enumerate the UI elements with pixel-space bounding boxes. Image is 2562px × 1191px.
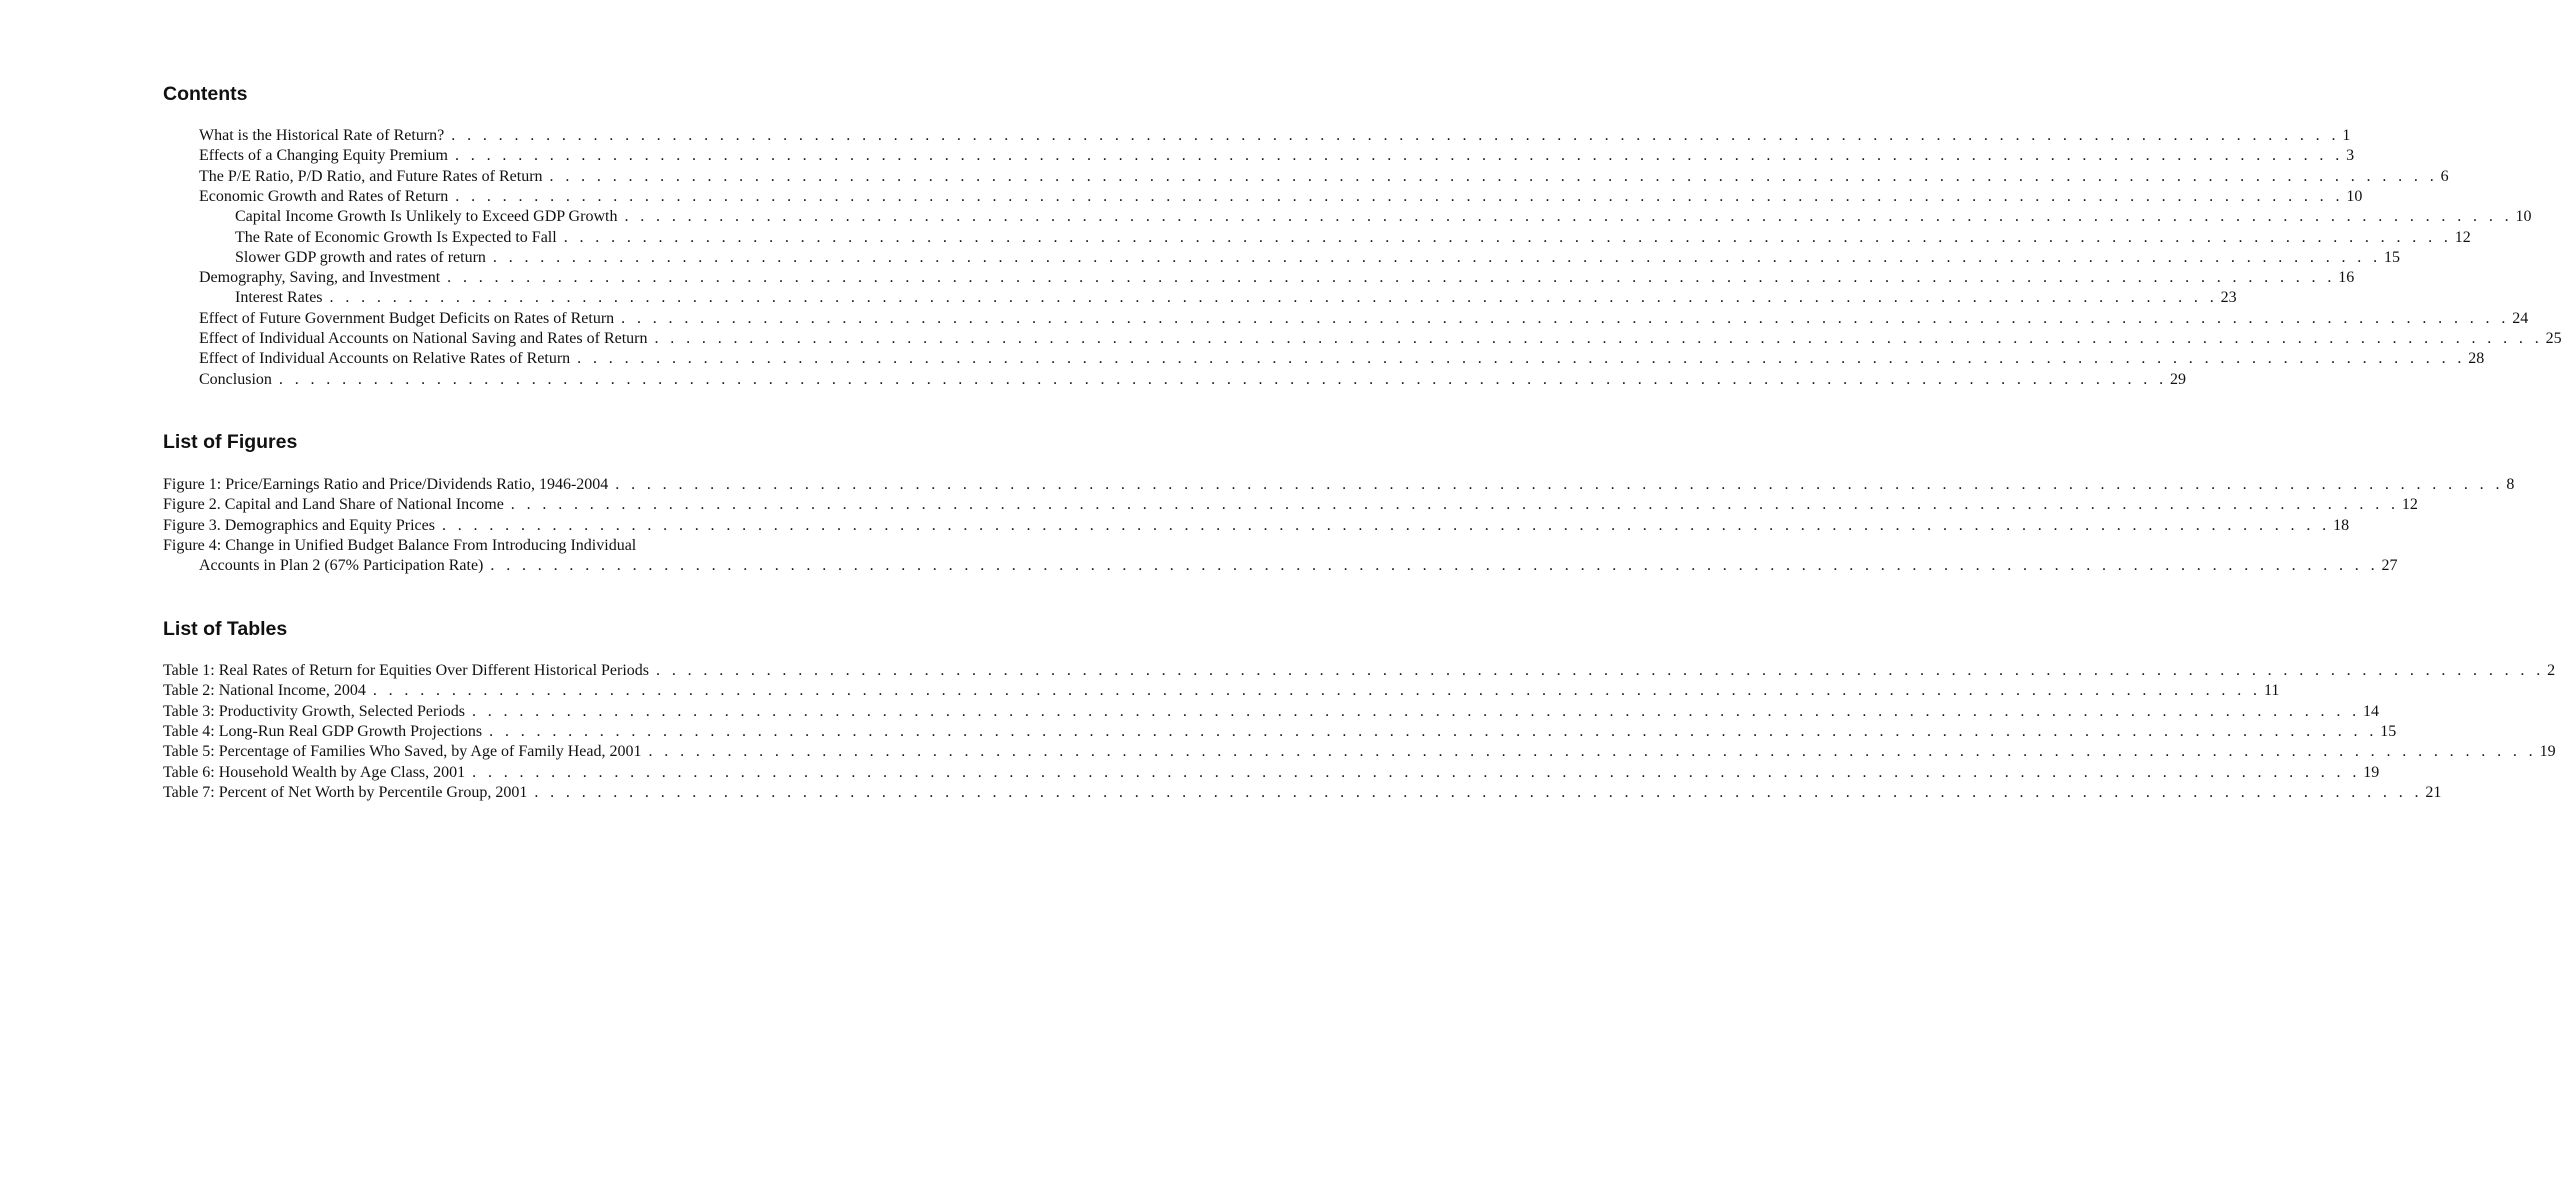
dot-leader: . . . . . . . . . . . . . . . . . . . . . . . . . . . . . . . . . . . . . . . . . . . . . . . . . . . . . . . . . . . . . . . . . . . . . . . . . . . . . . . . . . . . . . . . . . . . . . . . . . . . . . . . . . . . . . . . . . . . . . . .: [455, 187, 2344, 205]
dot-leader: . . . . . . . . . . . . . . . . . . . . . . . . . . . . . . . . . . . . . . . . . . . . . . . . . . . . . . . . . . . . . . . . . . . . . . . . . . . . . . . . . . . . . . . . . . . . . . . . . . . . . . . . . . . . . . . . . . . . . . . .: [534, 783, 2423, 801]
dot-leader: . . . . . . . . . . . . . . . . . . . . . . . . . . . . . . . . . . . . . . . . . . . . . . . . . . . . . . . . . . . . . . . . . . . . . . . . . . . . . . . . . . . . . . . . . . . . . . . . . . . . . . . . . . . . . . . . . . . . . . . .: [577, 350, 2466, 368]
figure-entry-title-line[interactable]: Figure 4: Change in Unified Budget Balance From Introducing Individual: [163, 536, 637, 554]
toc-page-number: 19: [2363, 763, 2380, 781]
toc-page-number: 6: [2440, 167, 2449, 185]
dot-leader: . . . . . . . . . . . . . . . . . . . . . . . . . . . . . . . . . . . . . . . . . . . . . . . . . . . . . . . . . . . . . . . . . . . . . . . . . . . . . . . . . . . . . . . . . . . . . . . . . . . . . . . . . . . . . . . . . . . . . . . .: [372, 682, 2261, 700]
toc-page-number: 18: [2333, 516, 2350, 534]
dot-leader: . . . . . . . . . . . . . . . . . . . . . . . . . . . . . . . . . . . . . . . . . . . . . . . . . . . . . . . . . . . . . . . . . . . . . . . . . . . . . . . . . . . . . . . . . . . . . . . . . . . . . . . . . . . . . . . . . . . . . . . .: [455, 147, 2344, 165]
toc-page-number: 23: [2220, 289, 2237, 307]
dot-leader: . . . . . . . . . . . . . . . . . . . . . . . . . . . . . . . . . . . . . . . . . . . . . . . . . . . . . . . . . . . . . . . . . . . . . . . . . . . . . . . . . . . . . . . . . . . . . . . . . . . . . . . . . . . . . . . . . . . . . . . .: [441, 516, 2331, 534]
toc-entry-title: Table 4: Long-Run Real GDP Growth Projections: [163, 722, 483, 740]
toc-entry-title: Effect of Individual Accounts on Relative Rates of Return: [199, 350, 571, 368]
dot-leader: . . . . . . . . . . . . . . . . . . . . . . . . . . . . . . . . . . . . . . . . . . . . . . . . . . . . . . . . . . . . . . . . . . . . . . . . . . . . . . . . . . . . . . . . . . . . . . . . . . . . . . . . . . . . . . . . . . . . . . . .: [471, 702, 2361, 720]
toc-page-number: 28: [2468, 350, 2485, 368]
toc-entry-title: Table 3: Productivity Growth, Selected Periods: [163, 702, 465, 720]
dot-leader: . . . . . . . . . . . . . . . . . . . . . . . . . . . . . . . . . . . . . . . . . . . . . . . . . . . . . . . . . . . . . . . . . . . . . . . . . . . . . . . . . . . . . . . . . . . . . . . . . . . . . . . . . . . . . . . . . . . . . . . .: [472, 763, 2361, 781]
toc-page-number: 14: [2363, 702, 2380, 720]
contents-entry[interactable]: [235, 288, 2237, 308]
toc-entry-title: Interest Rates: [235, 289, 323, 307]
dot-leader: . . . . . . . . . . . . . . . . . . . . . . . . . . . . . . . . . . . . . . . . . . . . . . . . . . . . . . . . . . . . . . . . . . . . . . . . . . . . . . . . . . . . . . . . . . . . . . . . . . . . . . . . . . . . . . . . . . . . . . . .: [490, 557, 2379, 575]
toc-page-number: 3: [2346, 147, 2355, 165]
contents-entry[interactable]: [199, 309, 2529, 329]
contents-entry[interactable]: [199, 187, 2363, 207]
dot-leader: . . . . . . . . . . . . . . . . . . . . . . . . . . . . . . . . . . . . . . . . . . . . . . . . . . . . . . . . . . . . . . . . . . . . . . . . . . . . . . . . . . . . . . . . . . . . . . . . . . . . . . . . . . . . . . . . . . . . . . . .: [489, 722, 2378, 740]
toc-page-number: 2: [2547, 662, 2556, 679]
toc-page-number: 21: [2425, 783, 2442, 801]
toc-entry-title: What is the Historical Rate of Return?: [199, 127, 445, 144]
contents-entry[interactable]: [199, 370, 2186, 390]
dot-leader: . . . . . . . . . . . . . . . . . . . . . . . . . . . . . . . . . . . . . . . . . . . . . . . . . . . . . . . . . . . . . . . . . . . . . . . . . . . . . . . . . . . . . . . . . . . . . . . . . . . . . . . . . . . . . . . . . . . . . . . .: [329, 289, 2218, 307]
dot-leader: . . . . . . . . . . . . . . . . . . . . . . . . . . . . . . . . . . . . . . . . . . . . . . . . . . . . . . . . . . . . . . . . . . . . . . . . . . . . . . . . . . . . . . . . . . . . . . . . . . . . . . . . . . . . . . . . . . . . . . . .: [654, 330, 2543, 347]
toc-entry-title: Effect of Future Government Budget Deficits on Rates of Return: [199, 309, 615, 327]
table-entry[interactable]: [163, 742, 2556, 762]
toc-page-number: 25: [2545, 330, 2562, 347]
toc-entry-title: Slower GDP growth and rates of return: [235, 248, 486, 266]
toc-entry-title: Table 2: National Income, 2004: [163, 682, 366, 700]
dot-leader: . . . . . . . . . . . . . . . . . . . . . . . . . . . . . . . . . . . . . . . . . . . . . . . . . . . . . . . . . . . . . . . . . . . . . . . . . . . . . . . . . . . . . . . . . . . . . . . . . . . . . . . . . . . . . . . . . . . . . . . .: [648, 743, 2537, 761]
toc-page-number: 12: [2401, 496, 2418, 514]
toc-page-number: 10: [2346, 187, 2363, 205]
table-entry[interactable]: [163, 681, 2280, 701]
dot-leader: . . . . . . . . . . . . . . . . . . . . . . . . . . . . . . . . . . . . . . . . . . . . . . . . . . . . . . . . . . . . . . . . . . . . . . . . . . . . . . . . . . . . . . . . . . . . . . . . . . . . . . . . . . . . . . . . . . . . . . . .: [621, 309, 2510, 327]
toc-entry-title: Demography, Saving, and Investment: [199, 269, 441, 287]
toc-page-number: 16: [2338, 269, 2355, 287]
toc-entry-title: Economic Growth and Rates of Return: [199, 187, 449, 205]
toc-page-number: 10: [2515, 208, 2532, 226]
toc-entry-title: Accounts in Plan 2 (67% Participation Rate): [199, 557, 484, 575]
toc-page-number: 27: [2381, 557, 2398, 575]
toc-page-number: 24: [2512, 309, 2529, 327]
contents-entry[interactable]: [235, 248, 2401, 268]
contents-entry[interactable]: [199, 268, 2355, 288]
toc-page-number: 15: [2380, 722, 2397, 740]
contents-heading: Contents: [163, 83, 248, 105]
dot-leader: . . . . . . . . . . . . . . . . . . . . . . . . . . . . . . . . . . . . . . . . . . . . . . . . . . . . . . . . . . . . . . . . . . . . . . . . . . . . . . . . . . . . . . . . . . . . . . . . . . . . . . . . . . . . . . . . . . . . . . . .: [549, 167, 2438, 185]
dot-leader: . . . . . . . . . . . . . . . . . . . . . . . . . . . . . . . . . . . . . . . . . . . . . . . . . . . . . . . . . . . . . . . . . . . . . . . . . . . . . . . . . . . . . . . . . . . . . . . . . . . . . . . . . . . . . . . . . . . . . . . .: [278, 370, 2167, 388]
toc-entry-title: Effect of Individual Accounts on National Saving and Rates of Return: [199, 330, 648, 347]
toc-entry-title: Capital Income Growth Is Unlikely to Exceed GDP Growth: [235, 208, 618, 226]
dot-leader: . . . . . . . . . . . . . . . . . . . . . . . . . . . . . . . . . . . . . . . . . . . . . . . . . . . . . . . . . . . . . . . . . . . . . . . . . . . . . . . . . . . . . . . . . . . . . . . . . . . . . . . . . . . . . . . . . . . . . . . .: [447, 269, 2336, 287]
contents-entry[interactable]: [199, 146, 2355, 166]
contents-entry[interactable]: [199, 126, 2351, 146]
toc-entry-title: Figure 2. Capital and Land Share of National Income: [163, 496, 504, 514]
toc-entry-title: Table 5: Percentage of Families Who Saved, by Age of Family Head, 2001: [163, 743, 642, 761]
toc-page-number: 15: [2384, 248, 2401, 266]
table-entry[interactable]: [163, 722, 2397, 742]
figure-entry[interactable]: [163, 495, 2418, 515]
table-entry[interactable]: [163, 763, 2380, 783]
toc-entry-title: Effects of a Changing Equity Premium: [199, 147, 448, 165]
contents-entry[interactable]: [199, 167, 2449, 187]
figure-entry[interactable]: [199, 556, 2398, 576]
table-entry[interactable]: [163, 702, 2380, 722]
toc-entry-title: Table 1: Real Rates of Return for Equities Over Different Historical Periods: [163, 662, 650, 679]
contents-entry[interactable]: [199, 329, 2562, 349]
list-of-figures-heading: List of Figures: [163, 431, 298, 453]
figure-entry[interactable]: [163, 475, 2515, 495]
toc-page-number: 12: [2454, 228, 2471, 246]
dot-leader: . . . . . . . . . . . . . . . . . . . . . . . . . . . . . . . . . . . . . . . . . . . . . . . . . . . . . . . . . . . . . . . . . . . . . . . . . . . . . . . . . . . . . . . . . . . . . . . . . . . . . . . . . . . . . . . . . . . . . . . .: [656, 662, 2545, 679]
toc-page-number: 29: [2170, 370, 2186, 388]
contents-entry[interactable]: [235, 228, 2471, 248]
table-entry[interactable]: [163, 661, 2556, 681]
dot-leader: . . . . . . . . . . . . . . . . . . . . . . . . . . . . . . . . . . . . . . . . . . . . . . . . . . . . . . . . . . . . . . . . . . . . . . . . . . . . . . . . . . . . . . . . . . . . . . . . . . . . . . . . . . . . . . . . . . . . . . . .: [615, 476, 2504, 493]
toc-entry-title: Figure 3. Demographics and Equity Prices: [163, 516, 435, 534]
toc-page-number: 8: [2506, 476, 2515, 493]
toc-entry-title: Table 7: Percent of Net Worth by Percentile Group, 2001: [163, 783, 528, 801]
toc-page-number: 11: [2263, 682, 2280, 700]
toc-entry-title: Conclusion: [199, 370, 272, 388]
toc-entry-title: The Rate of Economic Growth Is Expected to Fall: [235, 228, 557, 246]
dot-leader: . . . . . . . . . . . . . . . . . . . . . . . . . . . . . . . . . . . . . . . . . . . . . . . . . . . . . . . . . . . . . . . . . . . . . . . . . . . . . . . . . . . . . . . . . . . . . . . . . . . . . . . . . . . . . . . . . . . . . . . .: [624, 208, 2513, 226]
contents-entry[interactable]: [199, 349, 2485, 369]
dot-leader: . . . . . . . . . . . . . . . . . . . . . . . . . . . . . . . . . . . . . . . . . . . . . . . . . . . . . . . . . . . . . . . . . . . . . . . . . . . . . . . . . . . . . . . . . . . . . . . . . . . . . . . . . . . . . . . . . . . . . . . .: [451, 127, 2340, 144]
toc-page-number: 1: [2342, 127, 2351, 144]
toc-page-number: 19: [2539, 743, 2556, 761]
toc-entry-title: Figure 1: Price/Earnings Ratio and Price/Dividends Ratio, 1946-2004: [163, 476, 609, 493]
contents-entry[interactable]: [235, 207, 2532, 227]
dot-leader: . . . . . . . . . . . . . . . . . . . . . . . . . . . . . . . . . . . . . . . . . . . . . . . . . . . . . . . . . . . . . . . . . . . . . . . . . . . . . . . . . . . . . . . . . . . . . . . . . . . . . . . . . . . . . . . . . . . . . . . .: [492, 248, 2382, 266]
list-of-tables-heading: List of Tables: [163, 618, 288, 640]
toc-entry-title: The P/E Ratio, P/D Ratio, and Future Rates of Return: [199, 167, 543, 185]
figure-entry[interactable]: [163, 516, 2350, 536]
dot-leader: . . . . . . . . . . . . . . . . . . . . . . . . . . . . . . . . . . . . . . . . . . . . . . . . . . . . . . . . . . . . . . . . . . . . . . . . . . . . . . . . . . . . . . . . . . . . . . . . . . . . . . . . . . . . . . . . . . . . . . . .: [510, 496, 2399, 514]
dot-leader: . . . . . . . . . . . . . . . . . . . . . . . . . . . . . . . . . . . . . . . . . . . . . . . . . . . . . . . . . . . . . . . . . . . . . . . . . . . . . . . . . . . . . . . . . . . . . . . . . . . . . . . . . . . . . . . . . . . . . . . .: [563, 228, 2452, 246]
table-entry[interactable]: [163, 783, 2442, 803]
toc-entry-title: Table 6: Household Wealth by Age Class, 2001: [163, 763, 466, 781]
